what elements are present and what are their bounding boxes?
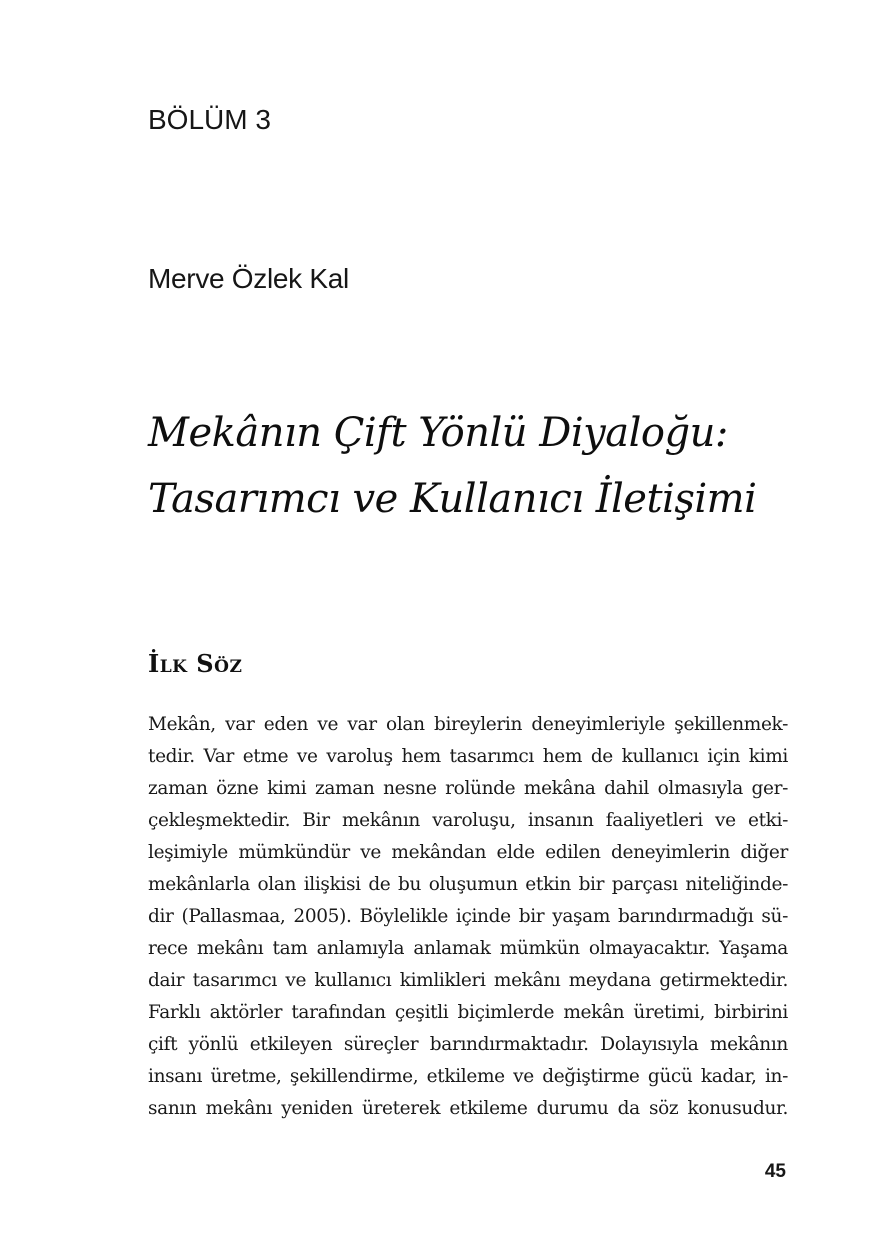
chapter-title-line-2: Tasarımcı ve Kullanıcı İletişimi — [148, 476, 757, 522]
chapter-label: BÖLÜM 3 — [148, 104, 271, 135]
chapter-title-line-1: Mekânın Çift Yönlü Diyaloğu: — [148, 410, 728, 456]
body-line: leşimiyle mümkündür ve mekândan elde edilen deneyimlerin diğer — [148, 842, 788, 863]
body-line: insanı üretme, şekillendirme, etkileme ve değiştirme gücü kadar, in- — [148, 1066, 788, 1087]
chapter-title — [148, 400, 848, 532]
section-heading: İlk Söz — [148, 649, 243, 678]
body-line: mekânlarla olan ilişkisi de bu oluşumun etkin bir parçası niteliğinde- — [148, 874, 788, 895]
body-line: dir (Pallasmaa, 2005). Böylelikle içinde bir yaşam barındırmadığı sü- — [148, 906, 788, 927]
body-line: zaman özne kimi zaman nesne rolünde mekâna dahil olmasıyla ger- — [148, 778, 788, 799]
body-line: tedir. Var etme ve varoluş hem tasarımcı hem de kullanıcı için kimi — [148, 746, 788, 767]
body-line: Farklı aktörler tarafından çeşitli biçimlerde mekân üretimi, birbirini — [148, 1002, 788, 1023]
body-line: Mekân, var eden ve var olan bireylerin deneyimleriyle şekillenmek- — [148, 714, 788, 735]
author-name: Merve Özlek Kal — [148, 263, 349, 294]
body-line: çekleşmektedir. Bir mekânın varoluşu, insanın faaliyetleri ve etki- — [148, 810, 788, 831]
body-paragraph — [148, 709, 788, 1125]
body-line: sanın mekânı yeniden üreterek etkileme durumu da söz konusudur. — [148, 1098, 788, 1119]
body-line: çift yönlü etkileyen süreçler barındırmaktadır. Dolayısıyla mekânın — [148, 1034, 788, 1055]
page-number: 45 — [764, 1161, 786, 1182]
body-line: rece mekânı tam anlamıyla anlamak mümkün olmayacaktır. Yaşama — [148, 938, 788, 959]
body-line: dair tasarımcı ve kullanıcı kimlikleri mekânı meydana getirmektedir. — [148, 970, 788, 991]
